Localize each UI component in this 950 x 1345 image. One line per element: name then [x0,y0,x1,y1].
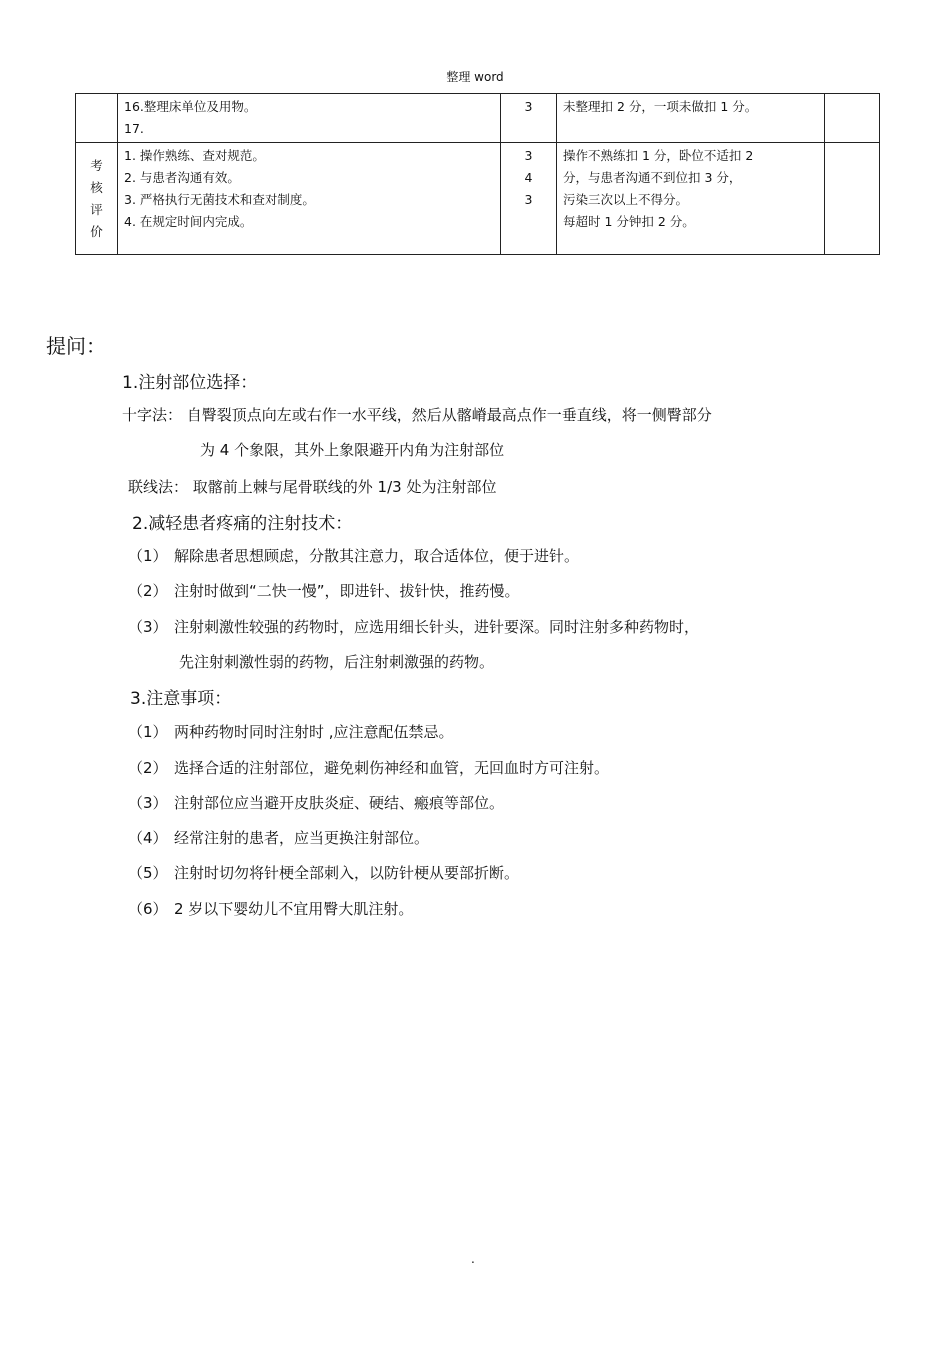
scoring-table [75,93,880,255]
points-value: 3 [524,148,533,163]
item-number: （6） [128,900,168,918]
table-row [76,94,880,143]
item-text: 注射部位应当避开皮肤炎症、硬结、瘢痕等部位。 [174,794,505,812]
item-line: 3. 严格执行无菌技术和查对制度。 [124,192,315,207]
list-item [128,757,609,778]
list-item [128,792,504,813]
item-line: 16.整理床单位及用物。 [124,99,257,114]
section-title: 2.减轻患者疼痛的注射技术： [132,514,353,534]
item-text: 解除患者思想顾虑，分散其注意力，取合适体位，便于进针。 [174,547,580,565]
item-text: 注射时切勿将针梗全部刺入，以防针梗从要部折断。 [174,864,520,882]
list-item [128,721,454,742]
item-text: 经常注射的患者，应当更换注射部位。 [174,829,430,847]
section-title: 3.注意事项： [130,689,232,709]
text-line: 联线法： 取髂前上棘与尾骨联线的外 1/3 处为注射部位 [128,478,497,496]
category-char: 核 [90,179,103,195]
item-number: （3） [128,618,168,636]
item-number: （3） [128,794,168,812]
item-text: 2 岁以下婴幼儿不宜用臀大肌注射。 [174,900,414,918]
text-line: 先注射刺激性弱的药物，后注射刺激强的药物。 [179,653,495,671]
items-cell [118,143,501,255]
item-line: 17. [124,121,144,136]
item-number: （1） [128,547,168,565]
deduction-line: 污染三次以上不得分。 [563,192,689,207]
item-number: （4） [128,829,168,847]
questions-title: 提问： [46,334,106,358]
category-char: 考 [90,157,103,173]
list-item [128,898,413,919]
items-cell [118,94,501,143]
points-value: 3 [524,99,533,114]
score-cell [825,94,880,143]
score-cell [825,143,880,255]
item-line: 2. 与患者沟通有效。 [124,170,240,185]
page-footer: . [471,1252,475,1266]
list-item [128,862,519,883]
section-title: 1.注射部位选择： [122,373,258,393]
list-item [128,616,699,637]
deduction-line: 分，与患者沟通不到位扣 3 分， [563,170,742,185]
category-char: 评 [90,201,103,217]
text-line: 为 4 个象限，其外上象限避开内角为注射部位 [200,441,505,459]
deduction-cell [557,143,825,255]
deduction-line: 操作不熟练扣 1 分，卧位不适扣 2 [563,148,754,163]
deduction-cell [557,94,825,143]
list-item [128,580,520,601]
item-number: （2） [128,759,168,777]
points-value: 3 [524,192,533,207]
item-text: 注射刺激性较强的药物时，应选用细长针头，进针要深。同时注射多种药物时， [174,618,700,636]
item-text: 选择合适的注射部位，避免刺伤神经和血管，无回血时方可注射。 [174,759,610,777]
page-header: 整理 word [446,70,504,84]
list-item [128,827,429,848]
item-text: 两种药物时同时注射时 ,应注意配伍禁忌。 [174,723,454,741]
list-item [128,545,579,566]
deduction-line: 每超时 1 分钟扣 2 分。 [563,214,695,229]
item-line: 1. 操作熟练、查对规范。 [124,148,265,163]
item-number: （2） [128,582,168,600]
text-line: 十字法： 自臀裂顶点向左或右作一水平线，然后从髂嵴最高点作一垂直线，将一侧臀部分 [122,406,712,424]
item-number: （5） [128,864,168,882]
table-row [76,143,880,255]
item-text: 注射时做到“二快一慢”，即进针、拔针快，推药慢。 [174,582,520,600]
item-number: （1） [128,723,168,741]
points-cell [501,94,557,143]
category-char: 价 [90,223,103,239]
category-cell [76,94,118,143]
points-cell [501,143,557,255]
points-value: 4 [524,170,533,185]
item-line: 4. 在规定时间内完成。 [124,214,253,229]
category-cell [76,143,118,255]
deduction-line: 未整理扣 2 分，一项未做扣 1 分。 [563,99,758,114]
